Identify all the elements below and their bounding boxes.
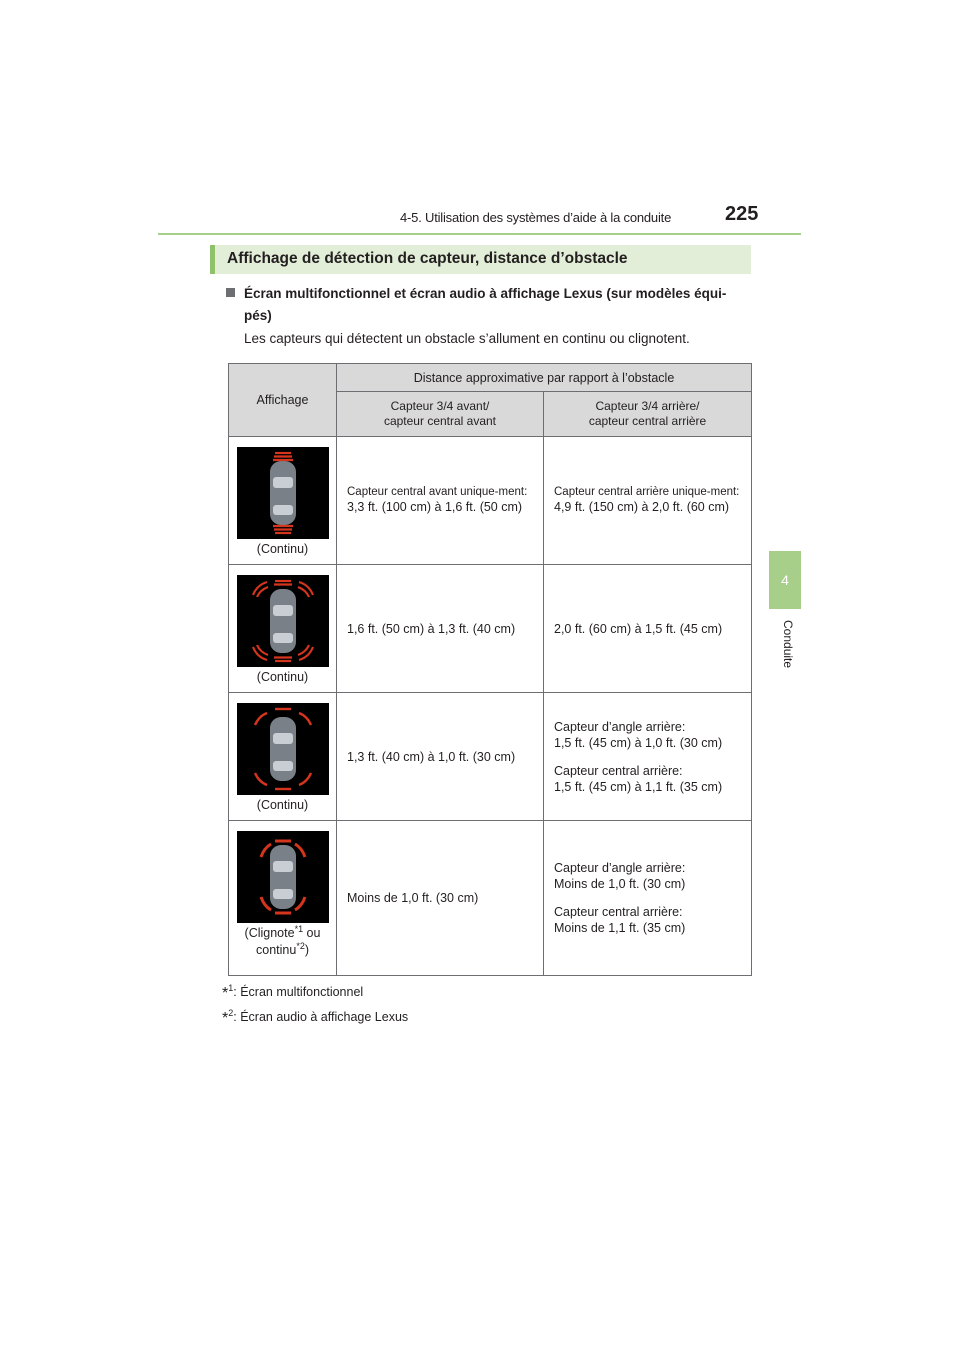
car-sensor-display-icon (237, 831, 329, 923)
display-cell (229, 565, 337, 693)
rear-corner-value: 1,5 ft. (45 cm) à 1,0 ft. (30 cm) (554, 735, 723, 750)
rear-value: 4,9 ft. (150 cm) à 2,0 ft. (60 cm) (554, 500, 730, 514)
front-value: 1,6 ft. (50 cm) à 1,3 ft. (40 cm) (347, 621, 516, 636)
header-distance: Distance approximative par rapport à l’obstacle (337, 364, 752, 392)
rear-center-value: Moins de 1,1 ft. (35 cm) (554, 921, 686, 935)
chapter-tab-label: Conduite (781, 620, 795, 669)
car-sensor-display-icon (237, 575, 329, 667)
subheading (226, 283, 756, 327)
table-row (229, 437, 752, 565)
display-caption: (Continu) (256, 542, 309, 556)
sensor-distance-table (228, 363, 752, 976)
front-distance-cell (337, 693, 544, 821)
table-row (229, 693, 752, 821)
front-distance-cell (337, 565, 544, 693)
rear-center-value: 1,5 ft. (45 cm) à 1,1 ft. (35 cm) (554, 779, 723, 794)
display-caption: (Continu) (256, 670, 309, 684)
rear-distance-cell (544, 821, 752, 976)
display-cell (229, 821, 337, 976)
subheading-line2: pés) (244, 308, 272, 323)
chapter-tab: 4 (769, 551, 801, 609)
header-divider (158, 233, 801, 235)
rear-corner-label: Capteur d’angle arrière: (554, 861, 686, 875)
front-value: 1,3 ft. (40 cm) à 1,0 ft. (30 cm) (347, 749, 516, 764)
rear-label: Capteur central arrière unique-ment: (554, 486, 740, 498)
rear-distance-cell (544, 437, 752, 565)
rear-corner-label: Capteur d’angle arrière: (554, 719, 686, 734)
car-sensor-display-icon (237, 703, 329, 795)
rear-center-label: Capteur central arrière: (554, 763, 683, 778)
front-value: 3,3 ft. (100 cm) à 1,6 ft. (50 cm) (347, 500, 523, 514)
rear-distance-cell (544, 693, 752, 821)
intro-paragraph: Les capteurs qui détectent un obstacle s’allument en continu ou clignotent. (244, 331, 690, 346)
rear-center-label: Capteur central arrière: (554, 905, 683, 919)
square-bullet-icon (226, 288, 235, 297)
rear-value: 2,0 ft. (60 cm) à 1,5 ft. (45 cm) (554, 621, 723, 636)
table-row (229, 565, 752, 693)
rear-distance-cell (544, 565, 752, 693)
table-row (229, 821, 752, 976)
chapter-header: 4-5. Utilisation des systèmes d’aide à la conduite (400, 210, 672, 225)
footnote-2: *$^2$: Écran audio à affichage Lexus (222, 1007, 409, 1027)
display-caption: (Clignote$^{*1}$ ou continu$^{*2}$) (244, 923, 321, 957)
front-value: Moins de 1,0 ft. (30 cm) (347, 891, 479, 905)
rear-corner-value: Moins de 1,0 ft. (30 cm) (554, 877, 686, 891)
front-distance-cell (337, 821, 544, 976)
section-heading-text: Affichage de détection de capteur, distance d’obstacle (227, 250, 628, 267)
footnote-1: *$^1$: Écran multifonctionnel (222, 982, 364, 1002)
front-label: Capteur central avant unique-ment: (347, 486, 528, 498)
section-heading (210, 245, 751, 274)
header-affichage: Affichage (229, 364, 337, 437)
subheading-line1: Écran multifonctionnel et écran audio à affichage Lexus (sur modèles équi- (244, 286, 727, 301)
display-cell (229, 693, 337, 821)
header-front-sensor: Capteur 3/4 avant/ capteur central avant (337, 392, 544, 437)
header-rear-sensor: Capteur 3/4 arrière/ capteur central arrière (544, 392, 752, 437)
display-cell (229, 437, 337, 565)
display-caption: (Continu) (256, 798, 309, 812)
car-sensor-display-icon (237, 447, 329, 539)
page-number: 225 (725, 203, 759, 225)
front-distance-cell (337, 437, 544, 565)
